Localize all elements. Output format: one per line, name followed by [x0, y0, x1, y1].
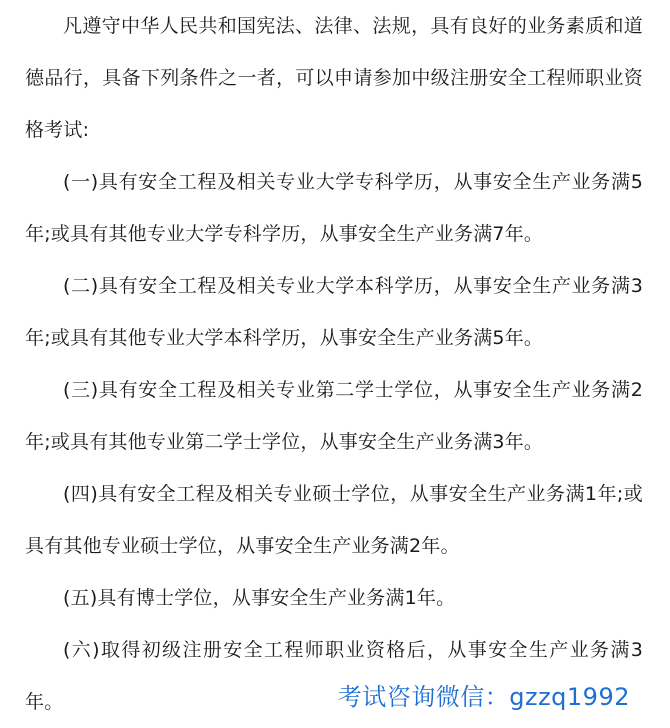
condition-paragraph-5: (五)具有博士学位，从事安全生产业务满1年。 — [63, 587, 456, 609]
contact-watermark: 考试咨询微信：gzzq1992 — [337, 683, 630, 711]
condition-paragraph-1: (一)具有安全工程及相关专业大学专科学历，从事安全生产业务满5年;或具有其他专业大学专科学历，从事安全生产业务满7年。 — [25, 171, 643, 245]
condition-paragraph-4: (四)具有安全工程及相关专业硕士学位，从事安全生产业务满1年;或具有其他专业硕士学位，从事安全生产业务满2年。 — [25, 483, 643, 557]
condition-paragraph-2: (二)具有安全工程及相关专业大学本科学历，从事安全生产业务满3年;或具有其他专业大学本科学历，从事安全生产业务满5年。 — [25, 275, 643, 349]
condition-paragraph-6: (六)取得初级注册安全工程师职业资格后，从事安全生产业务满3年。 — [25, 639, 643, 713]
intro-paragraph: 凡遵守中华人民共和国宪法、法律、法规，具有良好的业务素质和道德品行，具备下列条件之一者，可以申请参加中级注册安全工程师职业资格考试: — [25, 15, 643, 141]
document-body — [25, 0, 643, 728]
condition-paragraph-3: (三)具有安全工程及相关专业第二学士学位，从事安全生产业务满2年;或具有其他专业第二学士学位，从事安全生产业务满3年。 — [25, 379, 643, 453]
